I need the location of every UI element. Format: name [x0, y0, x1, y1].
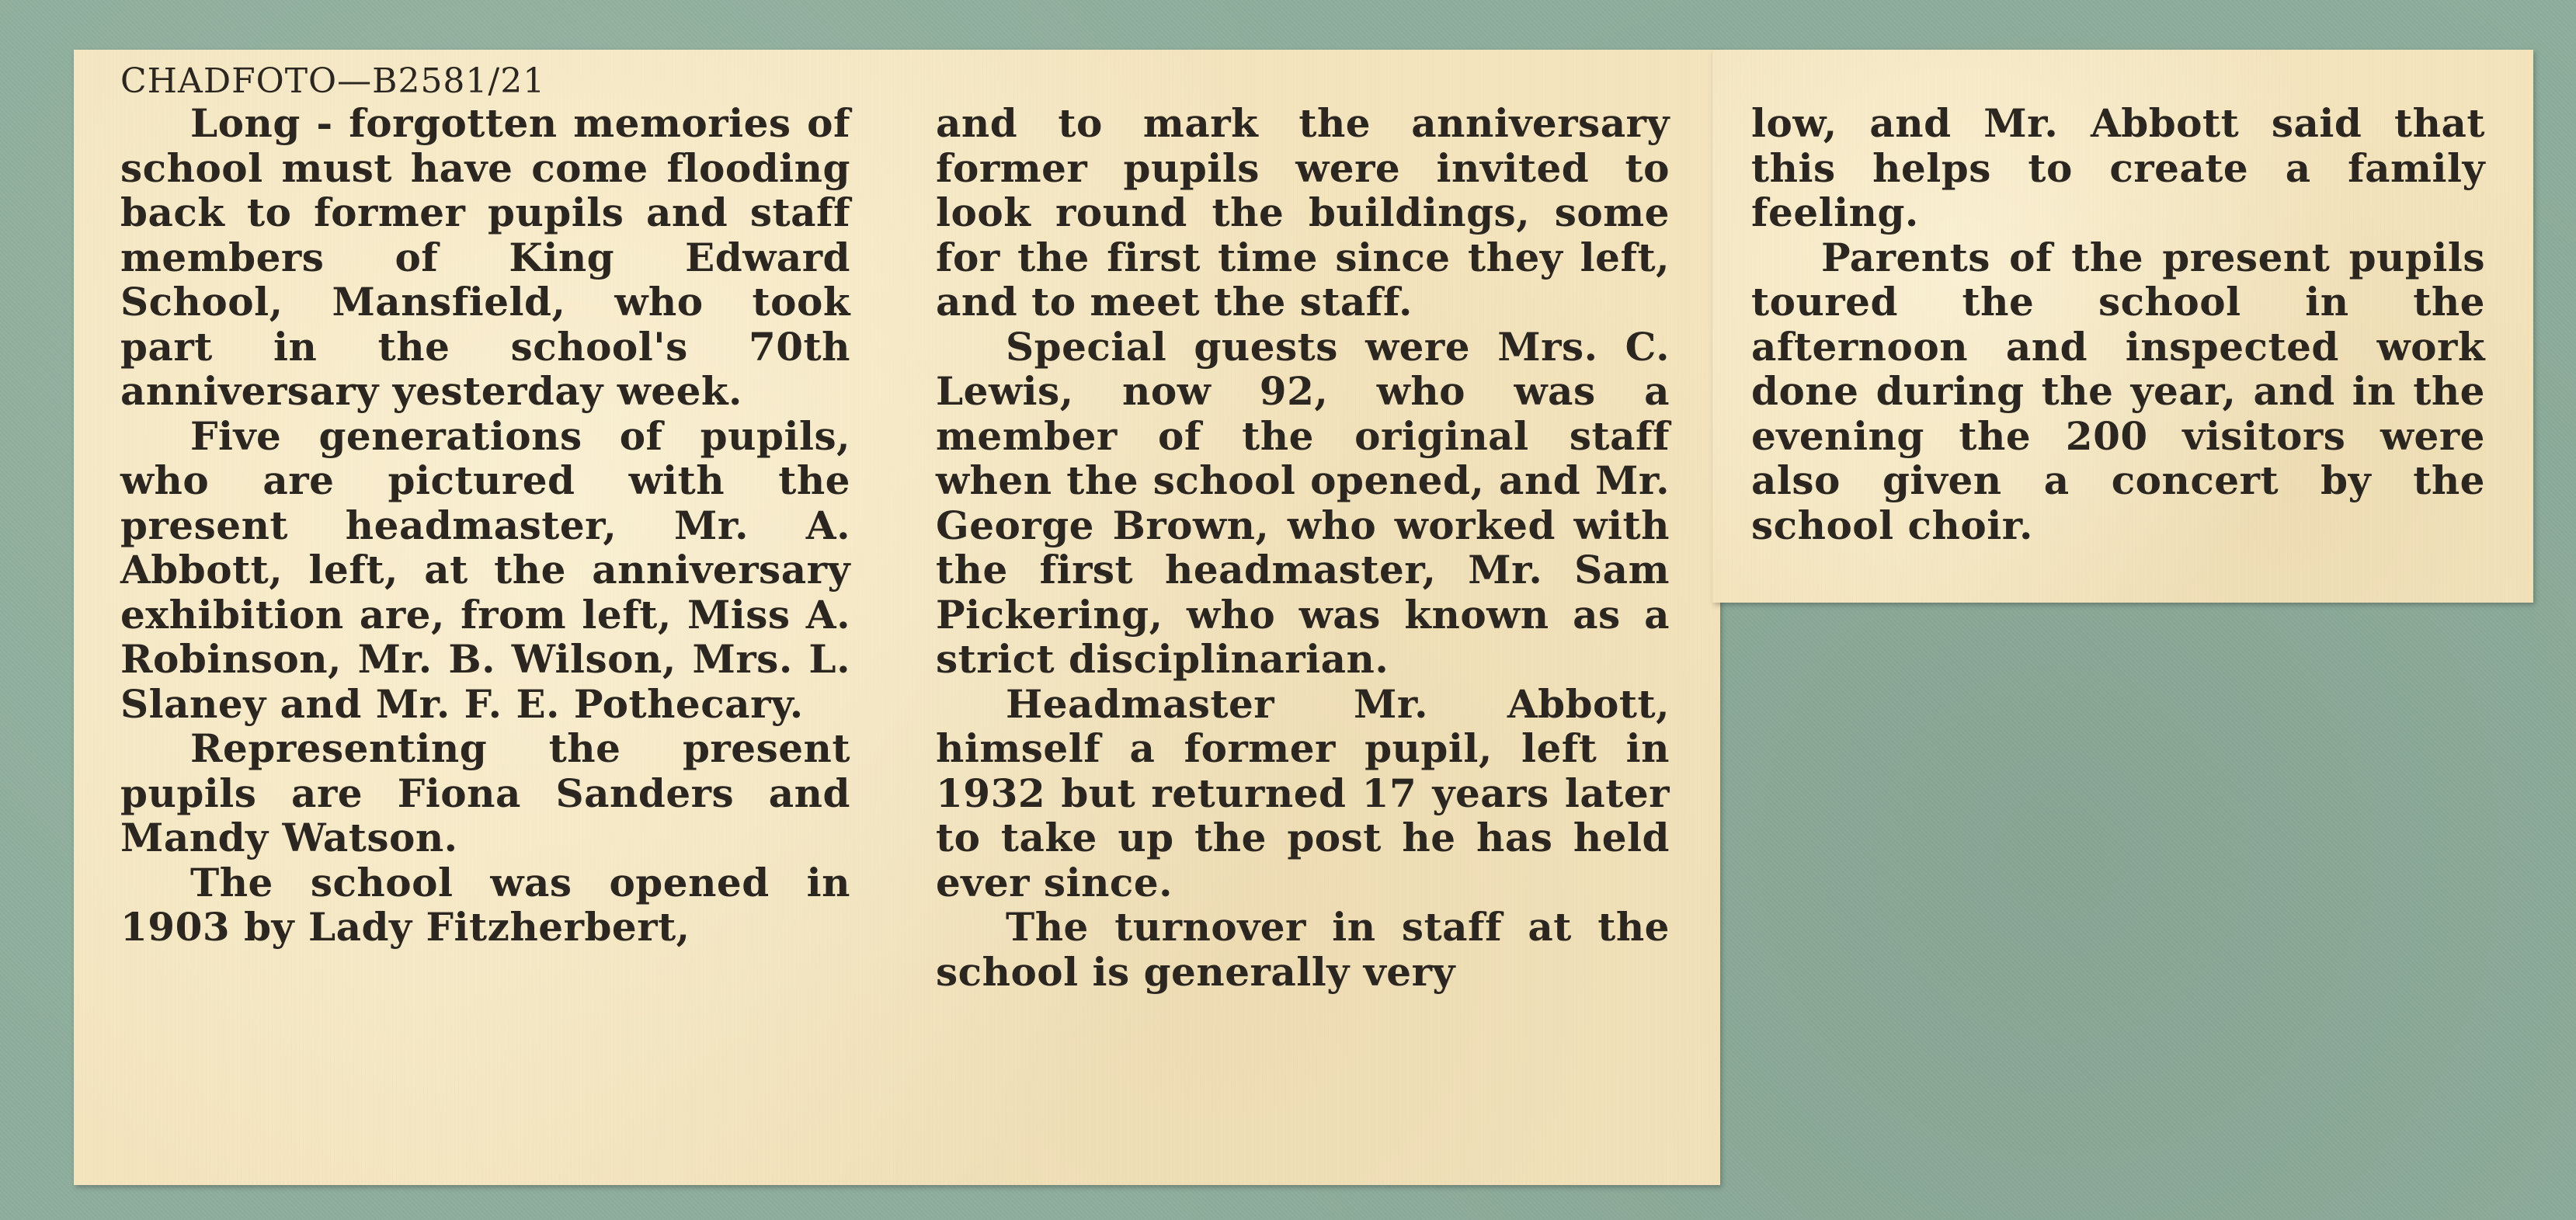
paragraph: Headmaster Mr. Abbott, himself a former pupil, left in 1932 but returned 17 years later to take up the post he has held ever since. [936, 680, 1670, 905]
paragraph: Long - forgotten memories of school must have come flooding back to former pupils and staff members of King Edward School, Mansfield, who took part in the school's 70th anniversary yesterday week. [120, 100, 850, 414]
paragraph: The turnover in staff at the school is generally very [936, 904, 1670, 995]
paragraph-continued: and to mark the anniversary former pupils were invited to look round the buildings, some for the first time since they left, and to meet the staff. [936, 100, 1670, 325]
article-column-3 [1751, 101, 2485, 547]
paragraph: Parents of the present pupils toured the school in the afternoon and inspected work done during the year, and in the evening the 200 visitors were also given a concert by the school choir. [1751, 234, 2485, 548]
paragraph: The school was opened in 1903 by Lady Fitzherbert, [120, 859, 850, 950]
paragraph: Representing the present pupils are Fiona Sanders and Mandy Watson. [120, 725, 850, 860]
paragraph: Five generations of pupils, who are pictured with the present headmaster, Mr. A. Abbott, left, at the anniversary exhibition are, from left, Miss A. Robinson, Mr. B. Wilson, Mrs. L. Slaney and Mr. F. E. Pothecary. [120, 412, 850, 727]
photo-reference-header: CHADFOTO—B2581/21 [120, 61, 546, 101]
article-column-2 [936, 101, 1670, 994]
article-column-1 [120, 101, 850, 950]
paragraph: Special guests were Mrs. C. Lewis, now 92, who was a member of the original staff when the school opened, and Mr. George Brown, who worked with the first headmaster, Mr. Sam Pickering, who was known as a strict disciplinarian. [936, 323, 1670, 682]
paragraph-continued: low, and Mr. Abbott said that this helps to create a family feeling. [1751, 100, 2485, 235]
